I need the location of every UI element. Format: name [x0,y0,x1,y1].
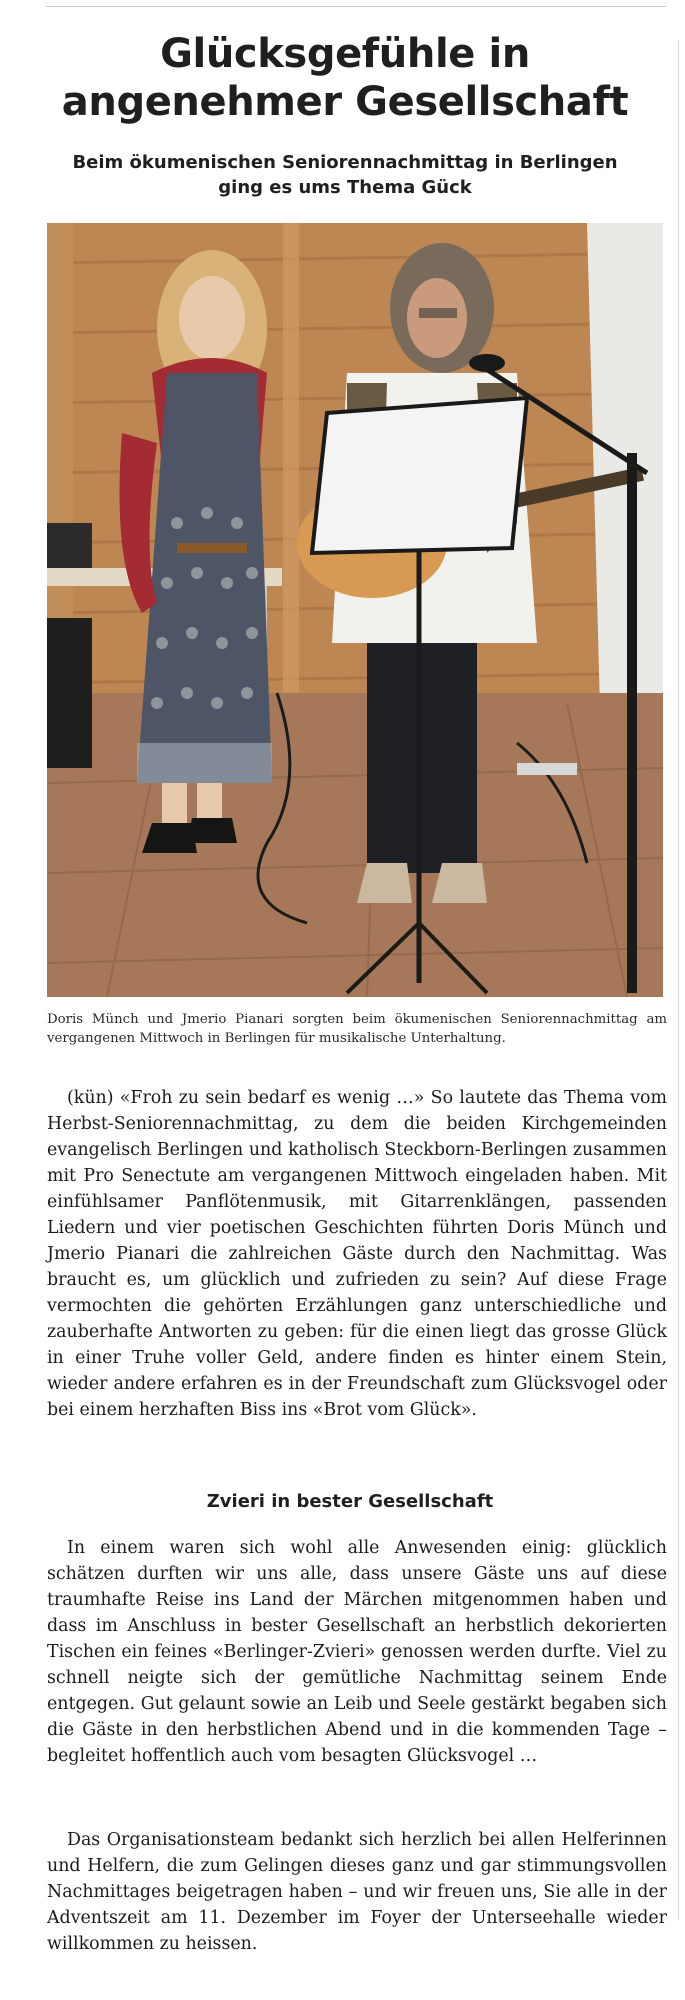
article-photo [47,223,663,997]
article-paragraph-3: Das Organisationsteam bedankt sich herzlich bei allen Helferinnen und Helfern, die zum Gelingen dieses ganz und gar stimmungsvollen Nachmittages beigetragen haben – und wir freuen uns, Sie alle in der Adventszeit am 11. Dezember im Foyer der Unterseehalle wieder willkommen zu heissen. [47,1830,667,1954]
subhead-line-1: Beim ökumenischen Seniorennachmittag in Berlingen [72,152,618,173]
photo-caption: Doris Münch und Jmerio Pianari sorgten beim ökumenischen Seniorennachmittag am vergangenen Mittwoch in Berlingen für musikalische Unterhaltung. [47,1012,667,1046]
article-paragraph-2: In einem waren sich wohl alle Anwesenden einig: glücklich schätzen durften wir uns alle, dass unsere Gäste uns auf diese traumhafte Reise ins Land der Märchen mitgenommen haben und dass im Anschluss in bester Gesellschaft an herbstlich dekorierten Tischen ein feines «Berlinger-Zvieri» genossen werden durfte. Viel zu schnell neigte sich der gemütliche Nachmittag seinem Ende entgegen. Gut gelaunt sowie an Leib und Seele gestärkt begaben sich die Gäste in den herbstlichen Abend und in die kommenden Tage – begleitet hoffentlich auch vom besagten Glücksvogel … [47,1538,667,1766]
page-right-rule [678,40,679,1920]
article-subhead [40,150,650,200]
article-paragraph-1: (kün) «Froh zu sein bedarf es wenig …» So lautete das Thema vom Herbst-Seniorennachmittag, zu dem die beiden Kirchgemeinden evangelisch Berlingen und katholisch Steckborn-Berlingen zusammen mit Pro Senectute am vergangenen Mittwoch eingeladen haben. Mit einfühlsamer Panflötenmusik, mit Gitarrenklängen, passenden Liedern und vier poetischen Geschichten führten Doris Münch und Jmerio Pianari die zahlreichen Gäste durch den Nachmittag. Was braucht es, um glücklich und zufrieden zu sein? Auf diese Frage vermochten die gehörten Erzählungen ganz unterschiedliche und zauberhafte Antworten zu geben: für die einen liegt das grosse Glück in einer Truhe voller Geld, andere finden es hinter einem Stein, wieder andere erfahren es in der Freundschaft zum Glücksvogel oder bei einem herzhaften Biss ins «Brot vom Glück». [47,1088,667,1420]
article-subtitle: Zvieri in bester Gesellschaft [206,1491,494,1512]
headline-line-2: angenehmer Gesellschaft [61,79,629,125]
headline-line-1: Glücksgefühle in [160,31,530,77]
subhead-line-2: ging es ums Thema Gück [218,177,472,198]
article-headline [40,30,650,126]
page-top-rule [46,6,666,7]
